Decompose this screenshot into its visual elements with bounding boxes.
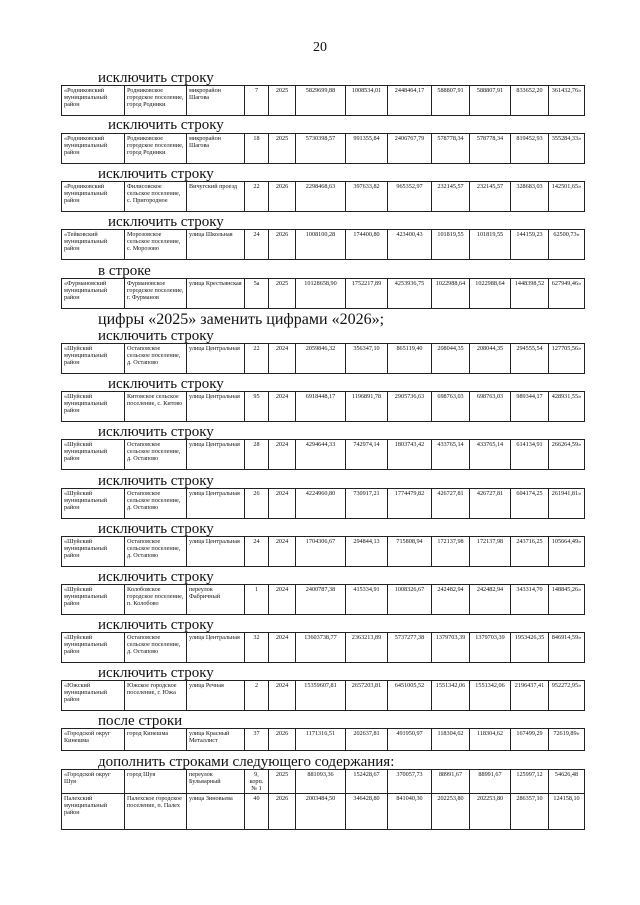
cell-amount: 715808,94 xyxy=(388,537,432,567)
cell-house: 40 xyxy=(245,794,269,830)
cell-amount: 328683,03 xyxy=(511,182,549,212)
cell-street: улица Красный Металлист xyxy=(187,729,245,751)
cell-amount: 698763,03 xyxy=(470,392,511,422)
cell-amount: 62500,73» xyxy=(549,230,585,260)
cell-house: 18 xyxy=(245,134,269,164)
cell-street: улица Центральная xyxy=(187,440,245,470)
instruction-exclude-row: исключить строку xyxy=(98,521,214,537)
cell-year: 2024 xyxy=(269,440,296,470)
cell-year: 2024 xyxy=(269,681,296,711)
table-row xyxy=(61,85,585,116)
cell-street: улица Центральная xyxy=(187,489,245,519)
cell-amount: 208044,35 xyxy=(432,344,470,374)
cell-municipality: «Тейковский муниципальный район xyxy=(62,230,125,260)
page-number: 20 xyxy=(313,40,327,55)
cell-amount: 1448398,52 xyxy=(511,279,549,309)
cell-amount: 242482,94 xyxy=(470,585,511,615)
cell-amount: 232145,57 xyxy=(470,182,511,212)
cell-year: 2024 xyxy=(269,585,296,615)
cell-settlement: город Кинешма xyxy=(125,729,187,751)
cell-amount: 578778,34 xyxy=(432,134,470,164)
cell-amount: 742974,14 xyxy=(346,440,388,470)
cell-amount: 370057,73 xyxy=(388,770,432,794)
table-row xyxy=(62,794,585,830)
cell-amount: 142501,65» xyxy=(549,182,585,212)
table-row xyxy=(61,536,585,567)
cell-amount: 1022988,64 xyxy=(470,279,511,309)
instruction-exclude-row: исключить строку xyxy=(98,424,214,440)
cell-year: 2025 xyxy=(269,134,296,164)
cell-amount: 208044,35 xyxy=(470,344,511,374)
cell-amount: 356347,10 xyxy=(346,344,388,374)
cell-amount: 588807,91 xyxy=(432,86,470,116)
cell-amount: 588807,91 xyxy=(470,86,511,116)
instruction-exclude-row: исключить строку xyxy=(108,117,224,133)
cell-amount: 118304,62 xyxy=(432,729,470,751)
cell-amount: 1196891,78 xyxy=(346,392,388,422)
cell-municipality: «Шуйский муниципальный район xyxy=(62,585,125,615)
cell-municipality: «Родниковский муниципальный район xyxy=(62,182,125,212)
cell-amount: 2196437,41 xyxy=(511,681,549,711)
cell-amount: 266264,59» xyxy=(549,440,585,470)
table-row xyxy=(61,229,585,260)
cell-settlement: Морозовское сельское поселение, с. Морозово xyxy=(125,230,187,260)
cell-municipality: «Шуйский муниципальный район xyxy=(62,440,125,470)
cell-amount: 614134,91 xyxy=(511,440,549,470)
table-row xyxy=(61,278,585,309)
cell-year: 2024 xyxy=(269,489,296,519)
cell-municipality: «Шуйский муниципальный район xyxy=(62,489,125,519)
cell-settlement: город Шуя xyxy=(125,770,187,794)
instruction-exclude-row: исключить строку xyxy=(108,214,224,230)
cell-house: 1 xyxy=(245,585,269,615)
cell-amount: 698763,03 xyxy=(432,392,470,422)
cell-amount: 174400,80 xyxy=(346,230,388,260)
cell-amount: 965352,97 xyxy=(388,182,432,212)
cell-municipality: «Южский муниципальный район xyxy=(62,681,125,711)
cell-total: 2400787,38 xyxy=(296,585,346,615)
cell-settlement: Остаповское сельское поселение, д. Остапово xyxy=(125,344,187,374)
cell-amount: 2406767,79 xyxy=(388,134,432,164)
cell-amount: 2448464,17 xyxy=(388,86,432,116)
cell-amount: 1803743,42 xyxy=(388,440,432,470)
cell-amount: 202253,80 xyxy=(432,794,470,830)
cell-amount: 433765,14 xyxy=(432,440,470,470)
cell-settlement: Колобовское городское поселение, п. Колобово xyxy=(125,585,187,615)
cell-amount: 118304,62 xyxy=(470,729,511,751)
cell-house: 2 xyxy=(245,681,269,711)
cell-amount: 125997,12 xyxy=(511,770,549,794)
cell-amount: 346428,80 xyxy=(346,794,388,830)
cell-street: Вичугский проезд xyxy=(187,182,245,212)
cell-street: улица Центральная xyxy=(187,537,245,567)
cell-street: переулок Бульварный xyxy=(187,770,245,794)
cell-amount: 127705,56» xyxy=(549,344,585,374)
instruction-exclude-row: исключить строку xyxy=(98,569,214,585)
cell-total: 2059846,32 xyxy=(296,344,346,374)
table-row xyxy=(61,391,585,422)
cell-amount: 2363213,89 xyxy=(346,633,388,663)
cell-municipality: «Фурмановский муниципальный район xyxy=(62,279,125,309)
cell-amount: 172137,98 xyxy=(470,537,511,567)
instruction-append-rows: дополнить строками следующего содержания: xyxy=(98,754,395,770)
cell-total: 4294644,33 xyxy=(296,440,346,470)
cell-amount: 172137,98 xyxy=(432,537,470,567)
table-row xyxy=(61,181,585,212)
cell-amount: 952272,95» xyxy=(549,681,585,711)
table-row xyxy=(61,343,585,374)
cell-amount: 105664,49» xyxy=(549,537,585,567)
cell-amount: 1752217,89 xyxy=(346,279,388,309)
cell-amount: 202253,80 xyxy=(470,794,511,830)
cell-total: 13603738,77 xyxy=(296,633,346,663)
instruction-exclude-row: исключить строку xyxy=(98,70,214,86)
cell-total: 4224960,80 xyxy=(296,489,346,519)
cell-amount: 343314,70 xyxy=(511,585,549,615)
cell-settlement: Родниковское городское поселение, город Родники xyxy=(125,86,187,116)
cell-total: 10128658,90 xyxy=(296,279,346,309)
instruction-exclude-row: исключить строку xyxy=(98,473,214,489)
cell-year: 2024 xyxy=(269,392,296,422)
cell-total: 2298468,63 xyxy=(296,182,346,212)
cell-total: 1704306,67 xyxy=(296,537,346,567)
cell-amount: 1008534,01 xyxy=(346,86,388,116)
cell-amount: 152428,67 xyxy=(346,770,388,794)
cell-settlement: Южское городское поселение, г. Южа xyxy=(125,681,187,711)
cell-amount: 88991,67 xyxy=(432,770,470,794)
cell-street: улица Центральная xyxy=(187,633,245,663)
cell-amount: 627949,46» xyxy=(549,279,585,309)
instruction-exclude-row: исключить строку xyxy=(108,376,224,392)
cell-amount: 426727,81 xyxy=(470,489,511,519)
cell-amount: 1551342,06 xyxy=(470,681,511,711)
cell-total: 1171316,51 xyxy=(296,729,346,751)
cell-settlement: Китовское сельское поселение, с. Китово xyxy=(125,392,187,422)
cell-total: 881093,36 xyxy=(296,770,346,794)
cell-amount: 286357,10 xyxy=(511,794,549,830)
cell-total: 5730398,57 xyxy=(296,134,346,164)
cell-amount: 202637,81 xyxy=(346,729,388,751)
cell-amount: 819452,93 xyxy=(511,134,549,164)
cell-amount: 88991,67 xyxy=(470,770,511,794)
cell-amount: 415334,91 xyxy=(346,585,388,615)
cell-amount: 841040,30 xyxy=(388,794,432,830)
cell-year: 2026 xyxy=(269,230,296,260)
cell-house: 7 xyxy=(245,86,269,116)
cell-street: улица Центральная xyxy=(187,344,245,374)
table-row xyxy=(61,488,585,519)
cell-house: 9, корп. № 1 xyxy=(245,770,269,794)
cell-house: 95 xyxy=(245,392,269,422)
cell-amount: 54626,48 xyxy=(549,770,585,794)
cell-house: 22 xyxy=(245,182,269,212)
cell-street: микрорайон Шагова xyxy=(187,86,245,116)
cell-amount: 243716,25 xyxy=(511,537,549,567)
cell-year: 2025 xyxy=(269,279,296,309)
cell-amount: 423400,43 xyxy=(388,230,432,260)
cell-street: улица Школьная xyxy=(187,230,245,260)
cell-municipality: «Родниковский муниципальный район xyxy=(62,134,125,164)
cell-amount: 1008326,67 xyxy=(388,585,432,615)
cell-street: микрорайон Шагова xyxy=(187,134,245,164)
cell-amount: 2905736,63 xyxy=(388,392,432,422)
table-new-rows xyxy=(61,769,585,830)
instruction-exclude-row: исключить строку xyxy=(98,665,214,681)
cell-amount: 101819,55 xyxy=(470,230,511,260)
cell-amount: 1953426,35 xyxy=(511,633,549,663)
instruction-in-row: в строке xyxy=(98,263,151,279)
cell-amount: 833652,20 xyxy=(511,86,549,116)
cell-year: 2025 xyxy=(269,86,296,116)
cell-amount: 1379703,39 xyxy=(432,633,470,663)
cell-year: 2024 xyxy=(269,537,296,567)
cell-municipality: «Родниковский муниципальный район xyxy=(62,86,125,116)
cell-total: 6918448,17 xyxy=(296,392,346,422)
cell-year: 2024 xyxy=(269,633,296,663)
cell-amount: 72619,89» xyxy=(549,729,585,751)
cell-amount: 426727,81 xyxy=(432,489,470,519)
cell-street: переулок Фабричный xyxy=(187,585,245,615)
cell-municipality: «Шуйский муниципальный район xyxy=(62,537,125,567)
cell-amount: 991355,84 xyxy=(346,134,388,164)
cell-amount: 578778,34 xyxy=(470,134,511,164)
cell-settlement: Остаповское сельское поселение, д. Остапово xyxy=(125,440,187,470)
instruction-replace-digits: цифры «2025» заменить цифрами «2026»; xyxy=(98,311,385,328)
cell-amount: 865119,40 xyxy=(388,344,432,374)
instruction-exclude-row: исключить строку xyxy=(98,617,214,633)
cell-street: улица Крестьянская xyxy=(187,279,245,309)
cell-amount: 6451005,52 xyxy=(388,681,432,711)
cell-settlement: Палехское городское поселение, п. Палех xyxy=(125,794,187,830)
cell-municipality: «Шуйский муниципальный район xyxy=(62,344,125,374)
table-row xyxy=(61,632,585,663)
table-row xyxy=(62,770,585,794)
cell-amount: 433765,14 xyxy=(470,440,511,470)
cell-amount: 167499,29 xyxy=(511,729,549,751)
cell-year: 2026 xyxy=(269,794,296,830)
cell-settlement: Остаповское сельское поселение, д. Остапово xyxy=(125,489,187,519)
table-row xyxy=(61,439,585,470)
cell-year: 2024 xyxy=(269,344,296,374)
cell-municipality: «Шуйский муниципальный район xyxy=(62,633,125,663)
cell-settlement: Филисовское сельское поселение, с. Пригородное xyxy=(125,182,187,212)
cell-house: 32 xyxy=(245,633,269,663)
cell-total: 1008100,28 xyxy=(296,230,346,260)
cell-street: улица Речная xyxy=(187,681,245,711)
cell-amount: 355284,33» xyxy=(549,134,585,164)
cell-amount: 294555,54 xyxy=(511,344,549,374)
cell-year: 2026 xyxy=(269,182,296,212)
cell-municipality: Палехский муниципальный район xyxy=(62,794,125,830)
cell-amount: 604174,25 xyxy=(511,489,549,519)
instruction-after-row: после строки xyxy=(98,713,183,729)
cell-house: 22 xyxy=(245,344,269,374)
cell-amount: 730917,21 xyxy=(346,489,388,519)
cell-amount: 428931,55» xyxy=(549,392,585,422)
cell-municipality: «Городской округ Кинешма xyxy=(62,729,125,751)
cell-amount: 1774479,82 xyxy=(388,489,432,519)
cell-house: 24 xyxy=(245,537,269,567)
cell-amount: 1551342,06 xyxy=(432,681,470,711)
cell-total: 2003484,50 xyxy=(296,794,346,830)
cell-amount: 1022988,64 xyxy=(432,279,470,309)
cell-amount: 101819,55 xyxy=(432,230,470,260)
cell-amount: 361432,76» xyxy=(549,86,585,116)
cell-amount: 491950,97 xyxy=(388,729,432,751)
cell-amount: 294844,13 xyxy=(346,537,388,567)
cell-amount: 1379703,39 xyxy=(470,633,511,663)
cell-municipality: «Городской округ Шуя xyxy=(62,770,125,794)
cell-house: 5а xyxy=(245,279,269,309)
cell-settlement: Остаповское сельское поселение, д. Остапово xyxy=(125,633,187,663)
cell-settlement: Остаповское сельское поселение, д. Остапово xyxy=(125,537,187,567)
cell-amount: 242482,94 xyxy=(432,585,470,615)
table-row xyxy=(61,680,585,711)
cell-amount: 124158,10 xyxy=(549,794,585,830)
cell-amount: 846914,59» xyxy=(549,633,585,663)
cell-amount: 144159,23 xyxy=(511,230,549,260)
cell-street: улица Зиновьева xyxy=(187,794,245,830)
cell-house: 24 xyxy=(245,230,269,260)
table-row xyxy=(61,584,585,615)
cell-amount: 148845,26» xyxy=(549,585,585,615)
cell-municipality: «Шуйский муниципальный район xyxy=(62,392,125,422)
cell-amount: 2657203,81 xyxy=(346,681,388,711)
cell-total: 15359607,81 xyxy=(296,681,346,711)
cell-total: 5829699,88 xyxy=(296,86,346,116)
instruction-exclude-row: исключить строку xyxy=(98,166,214,182)
table-row xyxy=(61,728,585,751)
cell-settlement: Родниковское городское поселение, город Родники xyxy=(125,134,187,164)
cell-street: улица Центральная xyxy=(187,392,245,422)
cell-amount: 397633,82 xyxy=(346,182,388,212)
instruction-exclude-row: исключить строку xyxy=(98,328,214,344)
cell-amount: 261941,81» xyxy=(549,489,585,519)
cell-amount: 4253936,75 xyxy=(388,279,432,309)
cell-amount: 232145,57 xyxy=(432,182,470,212)
table-row xyxy=(61,133,585,164)
cell-year: 2026 xyxy=(269,729,296,751)
cell-house: 26 xyxy=(245,489,269,519)
cell-year: 2025 xyxy=(269,770,296,794)
cell-house: 28 xyxy=(245,440,269,470)
cell-house: 37 xyxy=(245,729,269,751)
cell-settlement: Фурмановское городское поселение, г. Фурманов xyxy=(125,279,187,309)
cell-amount: 989344,17 xyxy=(511,392,549,422)
cell-amount: 5737277,38 xyxy=(388,633,432,663)
